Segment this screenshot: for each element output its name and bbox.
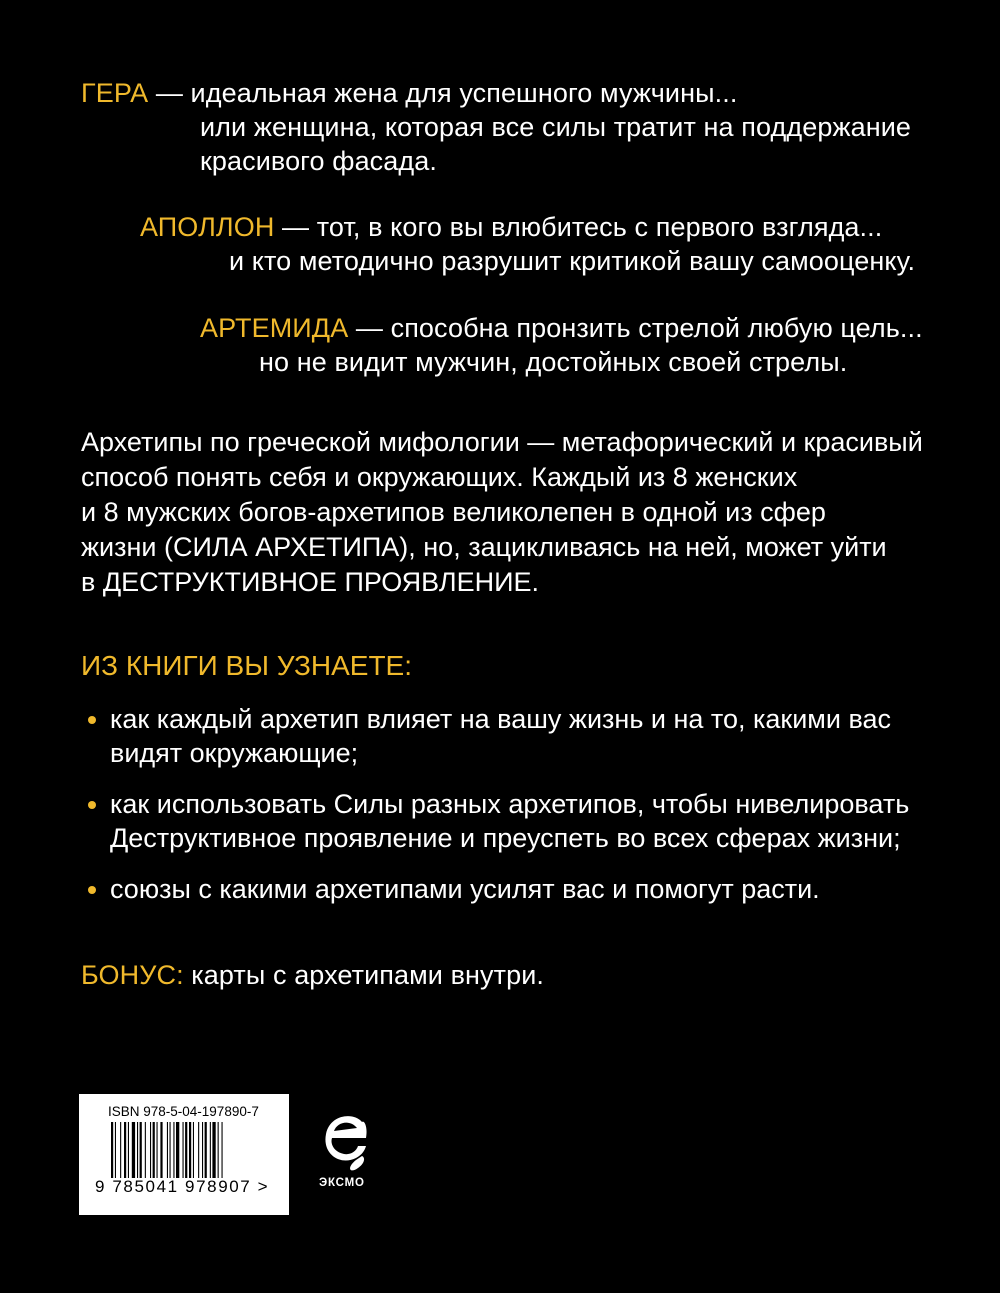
barcode-bar — [189, 1122, 191, 1178]
barcode-bar — [202, 1122, 203, 1178]
barcode-bar — [176, 1122, 179, 1178]
barcode-bar — [120, 1122, 121, 1178]
apollo-line-2: и кто методично разрушит критикой вашу самооценку. — [229, 246, 916, 276]
barcode-bars — [111, 1122, 261, 1182]
barcode-bar — [222, 1122, 223, 1178]
bonus-label: БОНУС: — [81, 960, 184, 990]
barcode-bar — [183, 1122, 184, 1178]
bullet-line: союзы с какими архетипами усилят вас и помогут расти. — [110, 874, 820, 904]
barcode — [79, 1094, 289, 1215]
artemis-desc-1: — способна пронзить стрелой любую цель... — [348, 313, 923, 343]
bullet-line: как использовать Силы разных архетипов, чтобы нивелировать — [110, 789, 910, 819]
barcode-bar — [170, 1122, 171, 1178]
barcode-bar — [132, 1122, 135, 1178]
barcode-bar — [150, 1122, 151, 1178]
barcode-bar — [137, 1122, 138, 1178]
barcode-bar — [210, 1122, 211, 1178]
description-line: и 8 мужских богов-архетипов великолепен в одной из сфер — [81, 497, 826, 527]
artemis-name: АРТЕМИДА — [200, 313, 349, 343]
bonus-text: карты с архетипами внутри. — [183, 960, 544, 990]
bullet-dot-icon — [88, 801, 96, 809]
barcode-bar — [185, 1122, 187, 1178]
bullet-line: Деструктивное проявление и преуспеть во всех сферах жизни; — [110, 823, 901, 853]
bonus-line — [81, 958, 544, 992]
barcode-bar — [205, 1122, 207, 1178]
barcode-bar — [173, 1122, 174, 1178]
barcode-bar — [218, 1122, 219, 1178]
barcode-bar — [124, 1122, 126, 1178]
barcode-bar — [160, 1122, 162, 1178]
description-line: Архетипы по греческой мифологии — метафорический и красивый — [81, 427, 923, 457]
barcode-bar — [212, 1122, 215, 1178]
learn-heading: ИЗ КНИГИ ВЫ УЗНАЕТЕ: — [81, 650, 412, 681]
barcode-bar — [115, 1122, 116, 1178]
artemis-line-1 — [200, 311, 923, 345]
barcode-bar — [157, 1122, 158, 1178]
description-line: способ понять себя и окружающих. Каждый из 8 женских — [81, 462, 798, 492]
gera-line-3: красивого фасада. — [200, 146, 437, 176]
barcode-bar — [167, 1122, 168, 1178]
apollo-line-1 — [140, 210, 882, 244]
description-line: в ДЕСТРУКТИВНОЕ ПРОЯВЛЕНИЕ. — [81, 567, 540, 597]
gera-line-1 — [81, 76, 737, 110]
bullet-line: как каждый архетип влияет на вашу жизнь и на то, какими вас — [110, 704, 892, 734]
isbn-text: ISBN 978-5-04-197890-7 — [108, 1104, 259, 1119]
barcode-bar — [153, 1122, 155, 1178]
apollo-name: АПОЛЛОН — [140, 212, 275, 242]
barcode-bar — [111, 1122, 113, 1178]
gera-line-2: или женщина, которая все силы тратит на поддержание — [200, 112, 912, 142]
barcode-bar — [193, 1122, 194, 1178]
barcode-digits: 9 785041 978907 > — [95, 1177, 270, 1196]
barcode-bar — [140, 1122, 142, 1178]
bullet-dot-icon — [88, 716, 96, 724]
artemis-line-2: но не видит мужчин, достойных своей стрелы. — [259, 347, 848, 377]
apollo-desc-1: — тот, в кого вы влюбитесь с первого взгляда... — [274, 212, 883, 242]
barcode-bar — [128, 1122, 129, 1178]
publisher-name: ЭКСМО — [319, 1177, 365, 1189]
gera-name: ГЕРА — [81, 78, 149, 108]
gera-desc-1: — идеальная жена для успешного мужчины... — [148, 78, 738, 108]
barcode-bar — [198, 1122, 199, 1178]
bullet-line: видят окружающие; — [110, 738, 359, 768]
description-line: жизни (СИЛА АРХЕТИПА), но, зацикливаясь на ней, может уйти — [81, 532, 887, 562]
description-paragraph — [81, 425, 961, 600]
bullet-dot-icon — [88, 886, 96, 894]
barcode-bar — [145, 1122, 146, 1178]
